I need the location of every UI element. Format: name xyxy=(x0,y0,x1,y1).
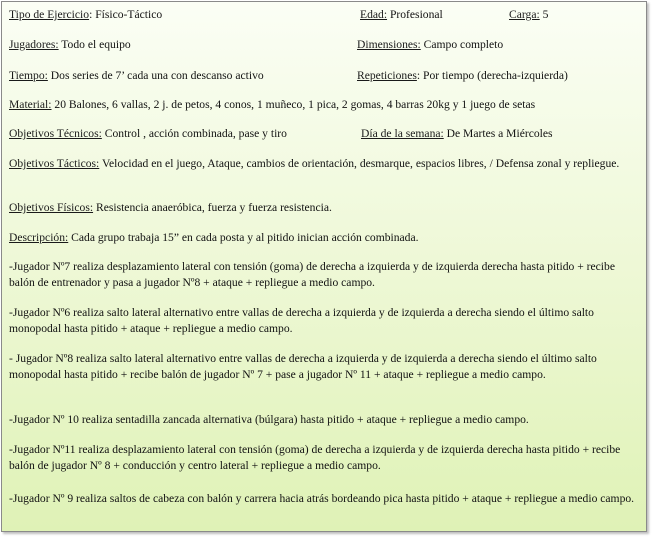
tecnicos-field xyxy=(9,126,287,142)
tipo-value: : Físico-Táctico xyxy=(89,8,163,21)
dimensiones-field xyxy=(357,37,503,53)
tecnicos-label: Objetivos Técnicos: xyxy=(9,127,102,140)
tacticos-value: Velocidad en el juego, Ataque, cambios de orientación, desmarque, espacios libres, / Defensa zonal y repliegue. xyxy=(99,157,620,170)
exercise-card xyxy=(1,1,647,532)
fisicos-field xyxy=(9,200,332,216)
step-item: -Jugador Nº11 realiza desplazamiento lateral con tensión (goma) de derecha a izquierda y de izquierda derecha hasta pitido + recibe balón de jugador Nº 8 + conducción y centro lateral + repliegue a medio campo. xyxy=(9,443,621,472)
repeticiones-field xyxy=(357,68,568,84)
step-item: - Jugador Nº8 realiza salto lateral alternativo entre vallas de derecha a izquierda y de izquierda a derecha siendo el último salto monopodal hasta pitido + recibe balón de jugador Nº 7 + pase a jugador Nº 11 + ataque + repliegue a medio campo. xyxy=(9,352,597,381)
dimensiones-label: Dimensiones: xyxy=(357,38,421,51)
jugadores-field xyxy=(9,37,131,53)
dia-field xyxy=(361,126,553,142)
repeticiones-label: Repeticiones xyxy=(357,69,417,82)
tipo-label: Tipo de Ejercicio xyxy=(9,8,90,21)
jugadores-label: Jugadores: xyxy=(9,38,59,51)
edad-field xyxy=(360,7,443,23)
material-label: Material: xyxy=(9,98,52,111)
tecnicos-value: Control , acción combinada, pase y tiro xyxy=(101,127,287,140)
tiempo-label: Tiempo: xyxy=(9,69,48,82)
dia-value: De Martes a Miércoles xyxy=(443,127,553,140)
descripcion-value: Cada grupo trabaja 15” en cada posta y al pitido inician acción combinada. xyxy=(68,231,419,244)
descripcion-field xyxy=(9,230,419,246)
step-item: -Jugador Nº 9 realiza saltos de cabeza con balón y carrera hacia atrás bordeando pica hasta pitido + ataque + repliegue a medio campo. xyxy=(9,492,635,505)
fisicos-value: Resistencia anaeróbica, fuerza y fuerza resistencia. xyxy=(93,201,332,214)
tacticos-label: Objetivos Tácticos: xyxy=(9,157,100,170)
jugadores-value: Todo el equipo xyxy=(58,38,131,51)
tipo-field xyxy=(9,7,162,23)
descripcion-label: Descripción: xyxy=(9,231,69,244)
step-item: -Jugador Nº 10 realiza sentadilla zancada alternativa (búlgara) hasta pitido + ataque + repliegue a medio campo. xyxy=(9,413,529,426)
edad-label: Edad: xyxy=(360,8,388,21)
repeticiones-value: : Por tiempo (derecha-izquierda) xyxy=(416,69,568,82)
material-field xyxy=(9,97,535,113)
step-item: -Jugador Nº6 realiza salto lateral alternativo entre vallas de derecha a izquierda y de izquierda a derecha siendo el último salto monopodal hasta pitido + ataque + repliegue a medio campo. xyxy=(9,306,594,335)
dimensiones-value: Campo completo xyxy=(420,38,504,51)
carga-value: 5 xyxy=(539,8,549,21)
dia-label: Día de la semana: xyxy=(361,127,444,140)
tiempo-value: Dos series de 7’ cada una con descanso activo xyxy=(47,69,264,82)
carga-field xyxy=(509,7,548,23)
step-item: -Jugador Nº7 realiza desplazamiento lateral con tensión (goma) de derecha a izquierda y de izquierda derecha hasta pitido + recibe balón de entrenador y pasa a jugador Nº8 + ataque + repliegue a medio campo. xyxy=(9,260,615,289)
tiempo-field xyxy=(9,68,264,84)
material-value: 20 Balones, 6 vallas, 2 j. de petos, 4 conos, 1 muñeco, 1 pica, 2 gomas, 4 barras 20kg y 1 juego de setas xyxy=(51,98,536,111)
tacticos-field xyxy=(9,156,643,172)
fisicos-label: Objetivos Físicos: xyxy=(9,201,94,214)
carga-label: Carga: xyxy=(509,8,540,21)
edad-value: Profesional xyxy=(387,8,443,21)
